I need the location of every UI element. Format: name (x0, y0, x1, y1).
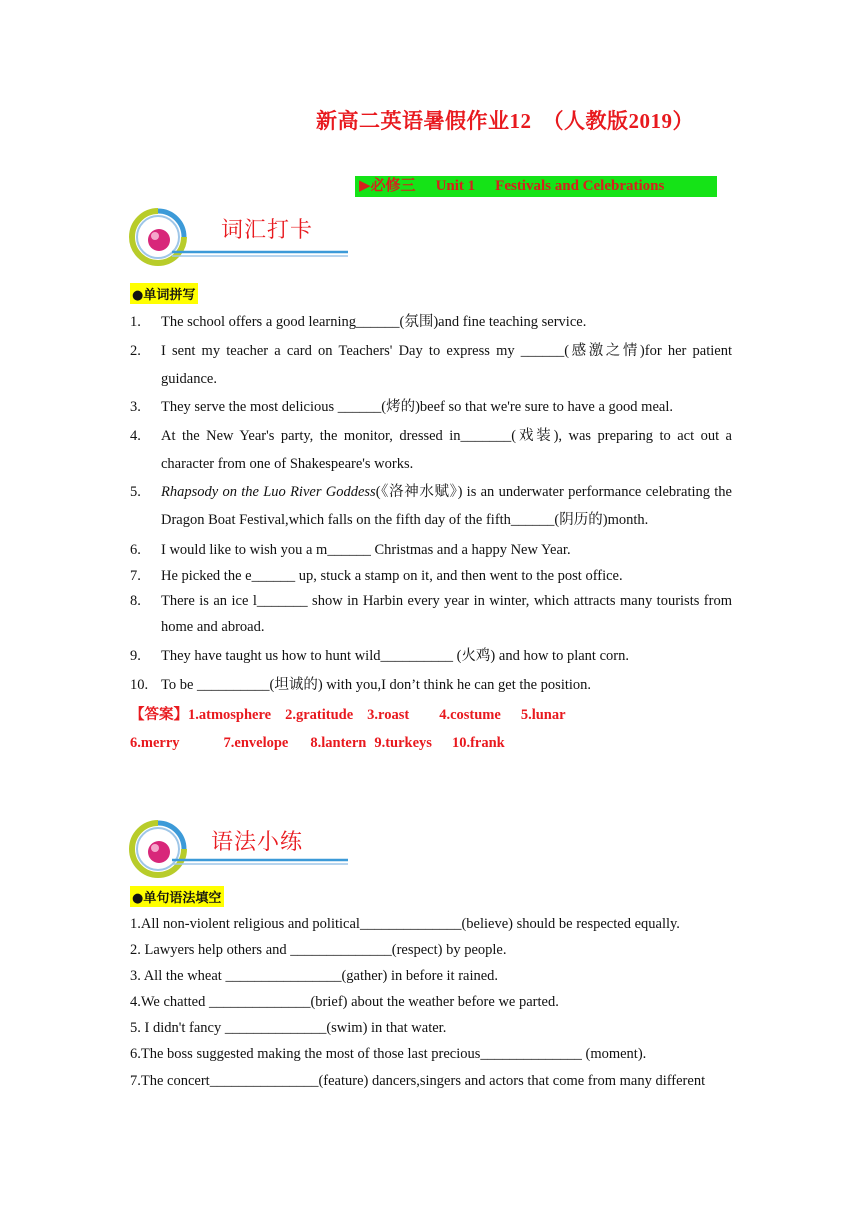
grammar-item-3: 3. All the wheat ________________(gather) in before it rained. (130, 968, 499, 984)
answer: 7.envelope (223, 735, 289, 751)
grammar-item-7: 7.The concert_______________(feature) dancers,singers and actors that come from many different (130, 1073, 706, 1089)
banner-book: 必修三 (370, 178, 416, 194)
vocab-item-4 (130, 422, 732, 478)
item-italic-title: Rhapsody on the Luo River Goddess (161, 484, 376, 500)
grammar-item-1: 1.All non-violent religious and political______________(believe) should be respected equally. (130, 916, 680, 932)
grammar-item-6: 6.The boss suggested making the most of those last precious______________ (moment). (130, 1046, 647, 1062)
answer: 2.gratitude (285, 707, 354, 723)
grammar-tag: ●单句语法填空 (130, 886, 224, 907)
vocab-item-2 (130, 337, 732, 393)
item-rest: (《洛神水赋》) is an underwater performance celebrating the Dragon Boat Festival,which falls on the fifth day of the fifth______(阴历的)month. (161, 484, 732, 528)
item-text: I sent my teacher a card on Teachers' Day to express my ______(感激之情)for her patient guidance. (161, 343, 732, 387)
item-number: 6. (130, 542, 141, 558)
answer: 【答案】1.atmosphere (130, 707, 272, 723)
item-number: 7. (130, 568, 141, 584)
item-number: 9. (130, 648, 141, 664)
item-text: He picked the e______ up, stuck a stamp on it, and then went to the post office. (161, 568, 623, 584)
item-number: 1. (130, 314, 141, 330)
answer: 6.merry (130, 735, 180, 751)
item-text: They serve the most delicious ______(烤的)beef so that we're sure to have a good meal. (161, 399, 673, 415)
answer-line-2 (130, 733, 519, 753)
item-number: 3. (130, 399, 141, 415)
item-number: 8. (130, 593, 141, 609)
item-number: 5. (130, 484, 141, 500)
vocab-item-1 (130, 308, 732, 336)
item-text: They have taught us how to hunt wild__________ (火鸡) and how to plant corn. (161, 648, 629, 664)
answer: 8.lantern (310, 735, 367, 751)
vocab-item-3 (130, 393, 732, 421)
answer: 4.costume (439, 707, 501, 723)
answer: 5.lunar (520, 707, 566, 723)
vocab-heading-text: 词汇打卡 (221, 218, 314, 243)
vocab-item-9 (130, 642, 732, 670)
item-text: There is an ice l_______ show in Harbin every year in winter, which attracts many tourists from home and abroad. (161, 593, 732, 635)
item-text: I would like to wish you a m______ Christmas and a happy New Year. (161, 542, 571, 558)
grammar-item-2: 2. Lawyers help others and ______________(respect) by people. (130, 942, 507, 958)
banner-unit-title: Festivals and Celebrations (495, 178, 665, 194)
item-number: 10. (130, 677, 149, 693)
vocab-item-10 (130, 671, 732, 699)
answer: 3.roast (367, 707, 410, 723)
vocab-item-8 (130, 588, 732, 640)
grammar-item-4: 4.We chatted ______________(brief) about the weather before we parted. (130, 994, 559, 1010)
vocab-item-6 (130, 536, 732, 564)
item-number: 4. (130, 428, 141, 444)
vocab-item-7 (130, 562, 732, 590)
grammar-item-5: 5. I didn't fancy ______________(swim) in that water. (130, 1020, 447, 1036)
grammar-heading-text: 语法小练 (211, 830, 304, 855)
document-title: 新高二英语暑假作业12 （人教版2019） (316, 109, 694, 133)
vocab-section-heading (128, 206, 350, 268)
item-number: 2. (130, 343, 141, 359)
vocab-tag: ●单词拼写 (130, 283, 198, 304)
answer: 9.turkeys (374, 735, 432, 751)
item-text: At the New Year's party, the monitor, dressed in_______(戏装), was preparing to act out a character from one of Shakespeare's works. (161, 428, 732, 472)
item-text (161, 478, 732, 534)
answer: 10.frank (451, 735, 505, 751)
banner-unit: Unit 1 (435, 178, 476, 194)
answer-line-1 (130, 705, 580, 725)
item-text: The school offers a good learning______(氛围)and fine teaching service. (161, 314, 587, 330)
grammar-section-heading (128, 818, 350, 880)
unit-banner (355, 176, 717, 197)
item-text: To be __________(坦诚的) with you,I don’t think he can get the position. (161, 677, 592, 693)
banner-arrow: ▶ (359, 178, 371, 194)
vocab-item-5 (130, 478, 732, 534)
